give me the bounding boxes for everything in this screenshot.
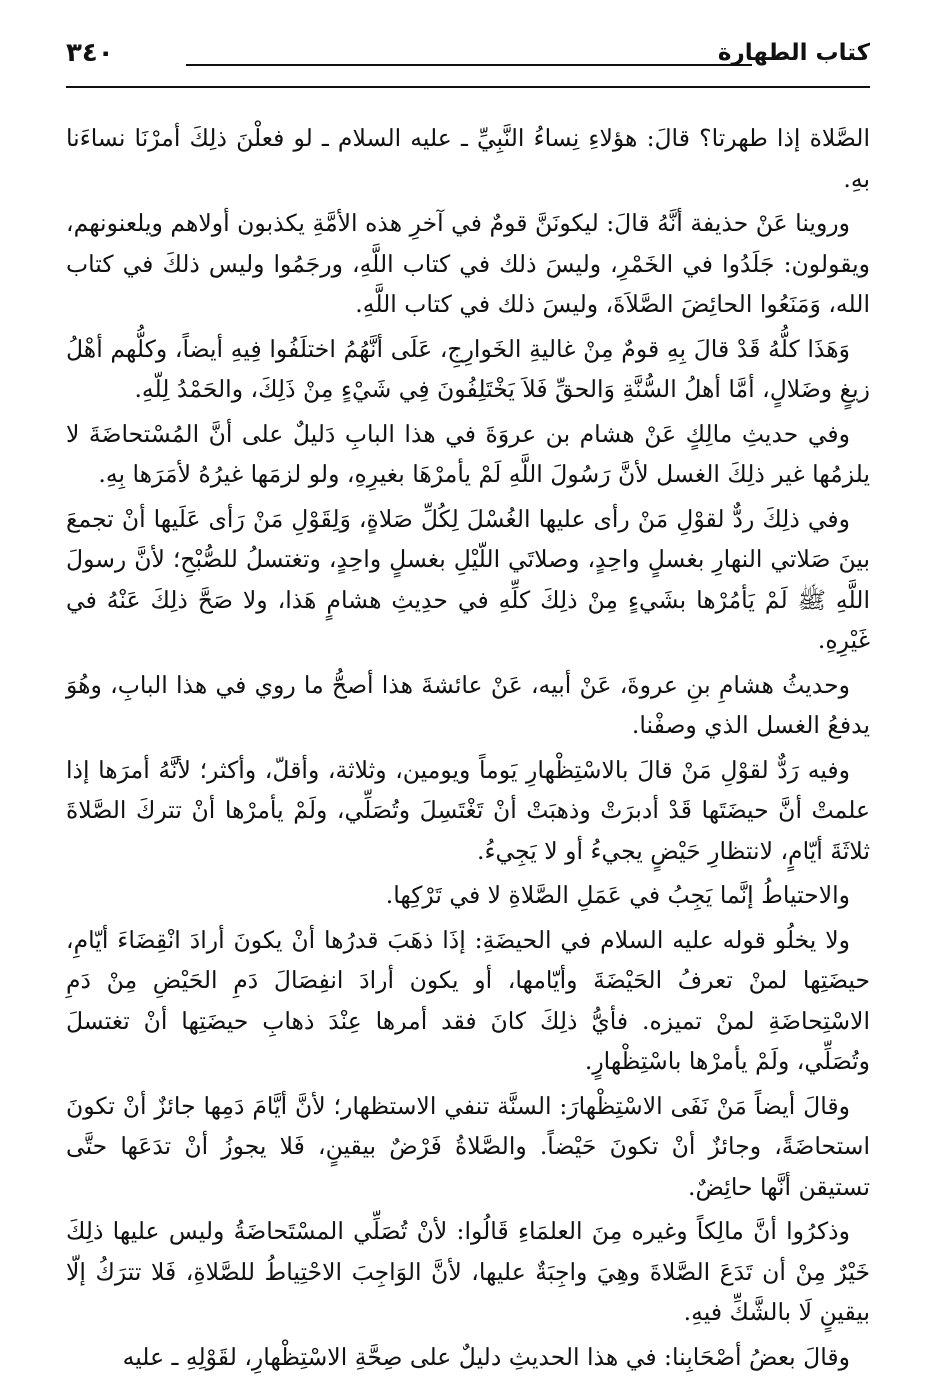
paragraph: وفيه رَدٌّ لقوْلِ مَنْ قالَ بالاسْتِظْهارِ يَوماً ويومين، وثلاثة، وأقلّ، وأكثر؛ لأنَّهُ أمرَها إذا علمتْ أنَّ حيضَتَها قَدْ أدبرَتْ وذهبَتْ أنْ تَغْتَسِلَ وتُصَلِّي، ولَمْ يأمرْها أنْ تتركَ الصَّلاةَ ثلاثَةَ أيّامٍ، لانتظارِ حَيْضٍ يجيءُ أو لا يَجِيءُ. [66, 755, 870, 865]
paragraph: وقالَ أيضاً مَنْ نَفَى الاسْتِظْهارَ: السنَّة تنفي الاستظهار؛ لأنَّ أيَّامَ دَمِها جائزٌ أنْ تكونَ استحاضَةً، وجائزٌ أنْ تكونَ حَيْضاً. والصَّلاةُ فَرْضٌ بيقينٍ، فَلا يجوزُ أنْ تدَعَها حتَّى تستيقن أنَّها حائِضٌ. [66, 1091, 870, 1201]
main-text [66, 118, 870, 1381]
header-divider [66, 86, 870, 88]
page-header [66, 38, 870, 78]
paragraph: وروينا عَنْ حذيفة أنَّهُ قالَ: ليكونَنَّ قومٌ في آخرِ هذه الأمَّةِ يكذبون أولاهم ويلعنونهم، ويقولون: جَلَدُوا في الخَمْرِ، وليسَ ذلك في كتاب اللَّهِ، ورجَمُوا وليس ذلكَ في كتاب الله، وَمَنَعُوا الحائِضَ الصَّلاَةَ، وليسَ ذلك في كتاب اللَّهِ. [66, 209, 870, 318]
paragraph: والاحتياطُ إنَّما يَجِبُ في عَمَلِ الصَّلاةِ لا في تَرْكِها. [385, 881, 850, 909]
paragraph: وَهَذَا كلُّهُ قَدْ قالَ بِهِ قومٌ مِنْ غاليةِ الخَوارِجِ، عَلَى أنَّهُمُ اختلَفُوا فِيهِ أيضاً، وكلُّهم أهْلُ زيغٍ وضَلالٍ، أمَّا أهلُ السُّنَّةِ وَالحقِّ فَلاَ يَخْتَلِفُونَ فِي شَيْءٍ مِنْ ذَلِكَ، والحَمْدُ لِلّهِ. [66, 334, 870, 403]
paragraph: وفي حديثِ مالِكٍ عَنْ هشام بن عروَةَ في هذا البابِ دَليلٌ على أنَّ المُسْتحاضَةَ لا يلزمُها غير ذلِكَ الغسل لأنَّ رَسُولَ اللَّهِ لَمْ يأمرْهَا بغيرِهِ، ولو لزمَها غيرُهُ لأمَرَها بِهِ. [66, 419, 870, 488]
paragraph: الصَّلاة إذا طهرتا؟ قالَ: هؤلاءِ نِساءُ النَّبِيِّ ـ عليه السلام ـ لو فعلْنَ ذلِكَ أمرْنَا نساءَنا بهِ. [66, 124, 870, 193]
page-number: ٣٤٠ [66, 38, 114, 68]
header-dash-line [186, 64, 752, 66]
paragraph: وفي ذلِكَ ردٌّ لقوْلِ مَنْ رأى عليها الغُسْلَ لِكُلِّ صَلاةٍ، وَلِقَوْلِ مَنْ رَأى عَلَيها أنْ تجمعَ بينَ صَلاتي النهارِ بغسلٍ واحِدٍ، وصلاتَي اللّيْلِ بغسلٍ واحِدٍ، وتغتسلُ للصُّبْحِ؛ لأنَّ رسولَ اللَّهِ ﷺ لَمْ يَأمُرْها بشَيءٍ مِنْ ذلِكَ كلِّهِ في حدِيثِ هشامٍ هَذا، ولا صَحَّ ذلِكَ عَنْهُ في غَيْرِهِ. [66, 504, 870, 654]
paragraph: وقالَ بعضُ أصْحَابِنا: في هذا الحديثِ دليلٌ على صِحَّةِ الاسْتِظْهارِ، لقَوْلِهِ ـ عليه [122, 1342, 850, 1371]
paragraph: وحديثُ هشامِ بنِ عروةَ، عَنْ أبيه، عَنْ عائشةَ هذا أصحُّ ما روي في هذا البابِ، وهُوَ يدفعُ الغسل الذي وصفْنا. [66, 670, 870, 739]
book-title: كتاب الطهارة [717, 40, 870, 66]
paragraph: وذكرُوا أنَّ مالِكاً وغيره مِنَ العلمَاءِ قَالُوا: لأنْ تُصَلِّي المسْتَحاضَةُ وليس عليها ذلِكَ خَيْرٌ مِنْ أن تَدَعَ الصَّلاةَ وهِيَ واجِبَةٌ عليها، لأنَّ الوَاجِبَ الاحْتِياطُ للصَّلاةِ، فَلا تترَكُ إلّا بيقينٍ لَا بالشَّكِّ فيهِ. [66, 1217, 870, 1326]
paragraph: ولا يخلُو قوله عليه السلام في الحيضَةِ: إذَا ذهَبَ قدرُها أنْ يكونَ أرادَ انْقِضَاءَ أيّامِ، حيضَتِها لمنْ تعرفُ الحَيْضَةَ وأيّامها، أو يكون أرادَ انفِصَالَ دَمِ الحَيْضِ مِنْ دَمِ الاسْتِحاضَةِ لمنْ تميزه. فأيُّ ذلِكَ كانَ فقد أمرها عِنْدَ ذهابِ حيضَتِها أنْ تغتسلَ وتُصَلِّي، ولَمْ يأمرْها باسْتِظْهارٍ. [66, 925, 870, 1075]
